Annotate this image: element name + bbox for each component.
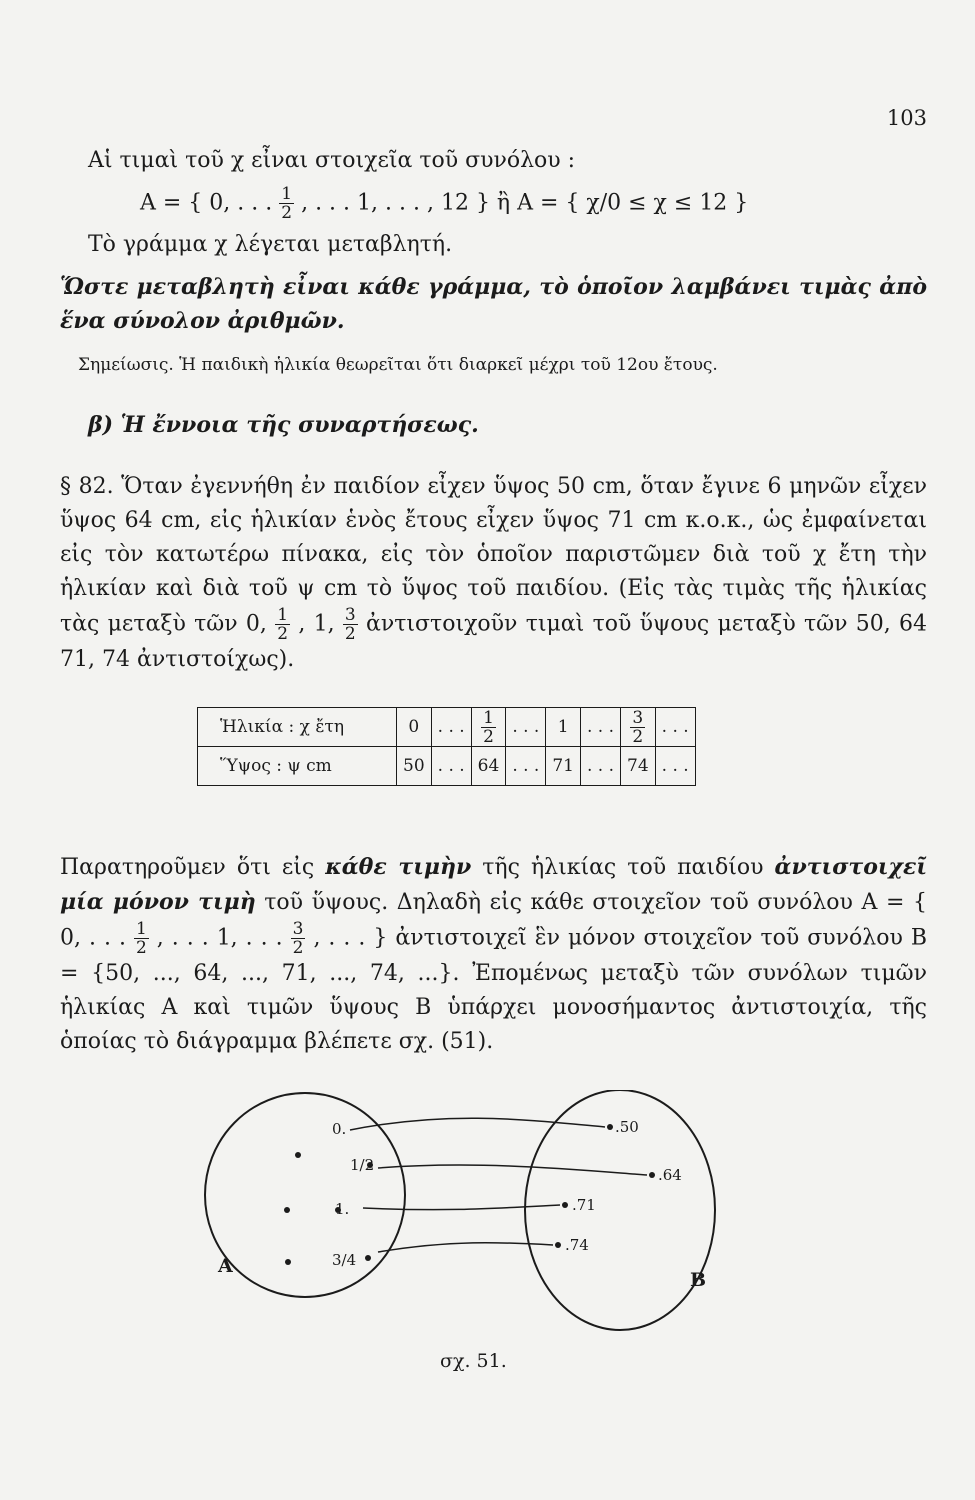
svg-text:3/4: 3/4 bbox=[332, 1251, 357, 1269]
table-cell: 71 bbox=[546, 747, 581, 786]
table-cell: . . . bbox=[580, 747, 620, 786]
note: Σημείωσις. Ἡ παιδικὴ ἡλικία θεωρεῖται ὅτι διαρκεῖ μέχρι τοῦ 12ου ἔτους. bbox=[78, 355, 718, 375]
svg-text:A: A bbox=[218, 1255, 233, 1277]
page-number: 103 bbox=[886, 106, 927, 130]
line-variable: Τὸ γράμμα χ λέγεται μεταβλητή. bbox=[88, 232, 453, 257]
svg-text:1/2: 1/2 bbox=[350, 1156, 375, 1174]
fraction-one-half: $\frac{1}{2}$ bbox=[281, 184, 293, 223]
set-a-shape bbox=[205, 1093, 405, 1297]
figure-caption: σχ. 51. bbox=[440, 1350, 507, 1372]
table-cell: 50 bbox=[397, 747, 432, 786]
paragraph-82: § 82. Ὅταν ἐγεννήθη ἐν παιδίον εἶχεν ὕψος 50 cm, ὅταν ἔγινε 6 μηνῶν εἶχεν ὕψος 64 cm, εἰς ἡλικίαν ἑνὸς ἔτους εἶχεν ὕψος 71 cm κ.ο.κ., ὡς ἐμφαίνεται εἰς τὸν κατωτέρω πίνακα, εἰς τὸν ὁποῖον παριστῶμεν διὰ τοῦ χ ἔτη τὴν ἡλικίαν καὶ διὰ τοῦ ψ cm τὸ ὕψος τοῦ παιδίου. (Εἰς τὰς τιμὰς τῆς ἡλικίας τὰς μεταξὺ τῶν 0, $\frac{1}{2}$ , 1, $\frac{3}{2}$ ἀντιστοιχοῦν τιμαὶ τοῦ ὕψους μεταξὺ τῶν 50, 64 71, 74 ἀντιστοίχως). bbox=[60, 474, 928, 672]
paragraph-observation: Παρατηροῦμεν ὅτι εἰς κάθε τιμὴν τῆς ἡλικίας τοῦ παιδίου ἀντιστοιχεῖ μία μόνον τιμὴ τοῦ ὕψους. Δηλαδὴ εἰς κάθε στοιχεῖον τοῦ συνόλου A = { 0, . . . $\frac{1}{2}$ , . . . 1, . . . $\frac{3}{2}$ , . . . } ἀντιστοιχεῖ ἓν μόνον στοιχεῖον τοῦ συνόλου B = {50, ..., 64, ..., 71, ..., 74, ...}. Ἐπομένως μεταξὺ τῶν συνόλων τιμῶν ἡλικίας A καὶ τιμῶν ὕψους B ὑπάρχει μονοσήμαντος ἀντιστοιχία, τῆς ὁποίας τὸ διάγραμμα βλέπετε σχ. (51). bbox=[60, 854, 928, 1054]
range-points bbox=[555, 1124, 655, 1248]
section-heading: β) Ἡ ἔννοια τῆς συναρτήσεως. bbox=[88, 412, 479, 438]
table-cell: . . . bbox=[655, 708, 695, 747]
svg-text:.71: .71 bbox=[572, 1196, 596, 1214]
svg-text:.74: .74 bbox=[565, 1236, 589, 1254]
table-header-height: Ὕψος : ψ cm bbox=[198, 747, 397, 786]
table-cell: . . . bbox=[506, 708, 546, 747]
svg-text:B: B bbox=[690, 1269, 707, 1291]
table-cell: 64 bbox=[471, 747, 506, 786]
svg-text:1.: 1. bbox=[335, 1200, 350, 1218]
mapping-diagram bbox=[200, 1090, 760, 1360]
svg-text:.50: .50 bbox=[615, 1118, 639, 1136]
mapping-arrows bbox=[350, 1118, 647, 1252]
table-cell: . . . bbox=[431, 708, 471, 747]
line-values: Αἱ τιμαὶ τοῦ χ εἶναι στοιχεῖα τοῦ συνόλου : bbox=[88, 148, 576, 173]
figure-labels bbox=[217, 1118, 706, 1291]
set-a-definition: A = { 0, . . . $\frac{1}{2}$ , . . . 1, . . . , 12 } ἢ A = { χ/0 ≤ χ ≤ 12 } bbox=[140, 184, 749, 223]
table-header-age: Ἡλικία : χ ἔτη bbox=[198, 708, 397, 747]
table-row bbox=[198, 747, 696, 786]
table-cell: $\frac{1}{2}$ bbox=[471, 708, 506, 747]
fraction-p82-b: $\frac{3}{2}$ bbox=[344, 605, 356, 644]
table-cell: . . . bbox=[580, 708, 620, 747]
table-cell: . . . bbox=[506, 747, 546, 786]
table-row bbox=[198, 708, 696, 747]
svg-text:.64: .64 bbox=[658, 1166, 682, 1184]
table-cell: 1 bbox=[546, 708, 581, 747]
definition-variable: Ὥστε μεταβλητὴ εἶναι κάθε γράμμα, τὸ ὁποῖον λαμβάνει τιμὰς ἀπὸ ἕνα σύνολον ἀριθμῶν. bbox=[60, 274, 927, 334]
age-height-table bbox=[197, 707, 696, 786]
fraction-p82-a: $\frac{1}{2}$ bbox=[277, 605, 289, 644]
table-cell: . . . bbox=[431, 747, 471, 786]
table-cell: 0 bbox=[397, 708, 432, 747]
table-cell: $\frac{3}{2}$ bbox=[621, 708, 656, 747]
table-cell: . . . bbox=[655, 747, 695, 786]
table-cell: 74 bbox=[621, 747, 656, 786]
svg-text:0.: 0. bbox=[332, 1120, 347, 1138]
